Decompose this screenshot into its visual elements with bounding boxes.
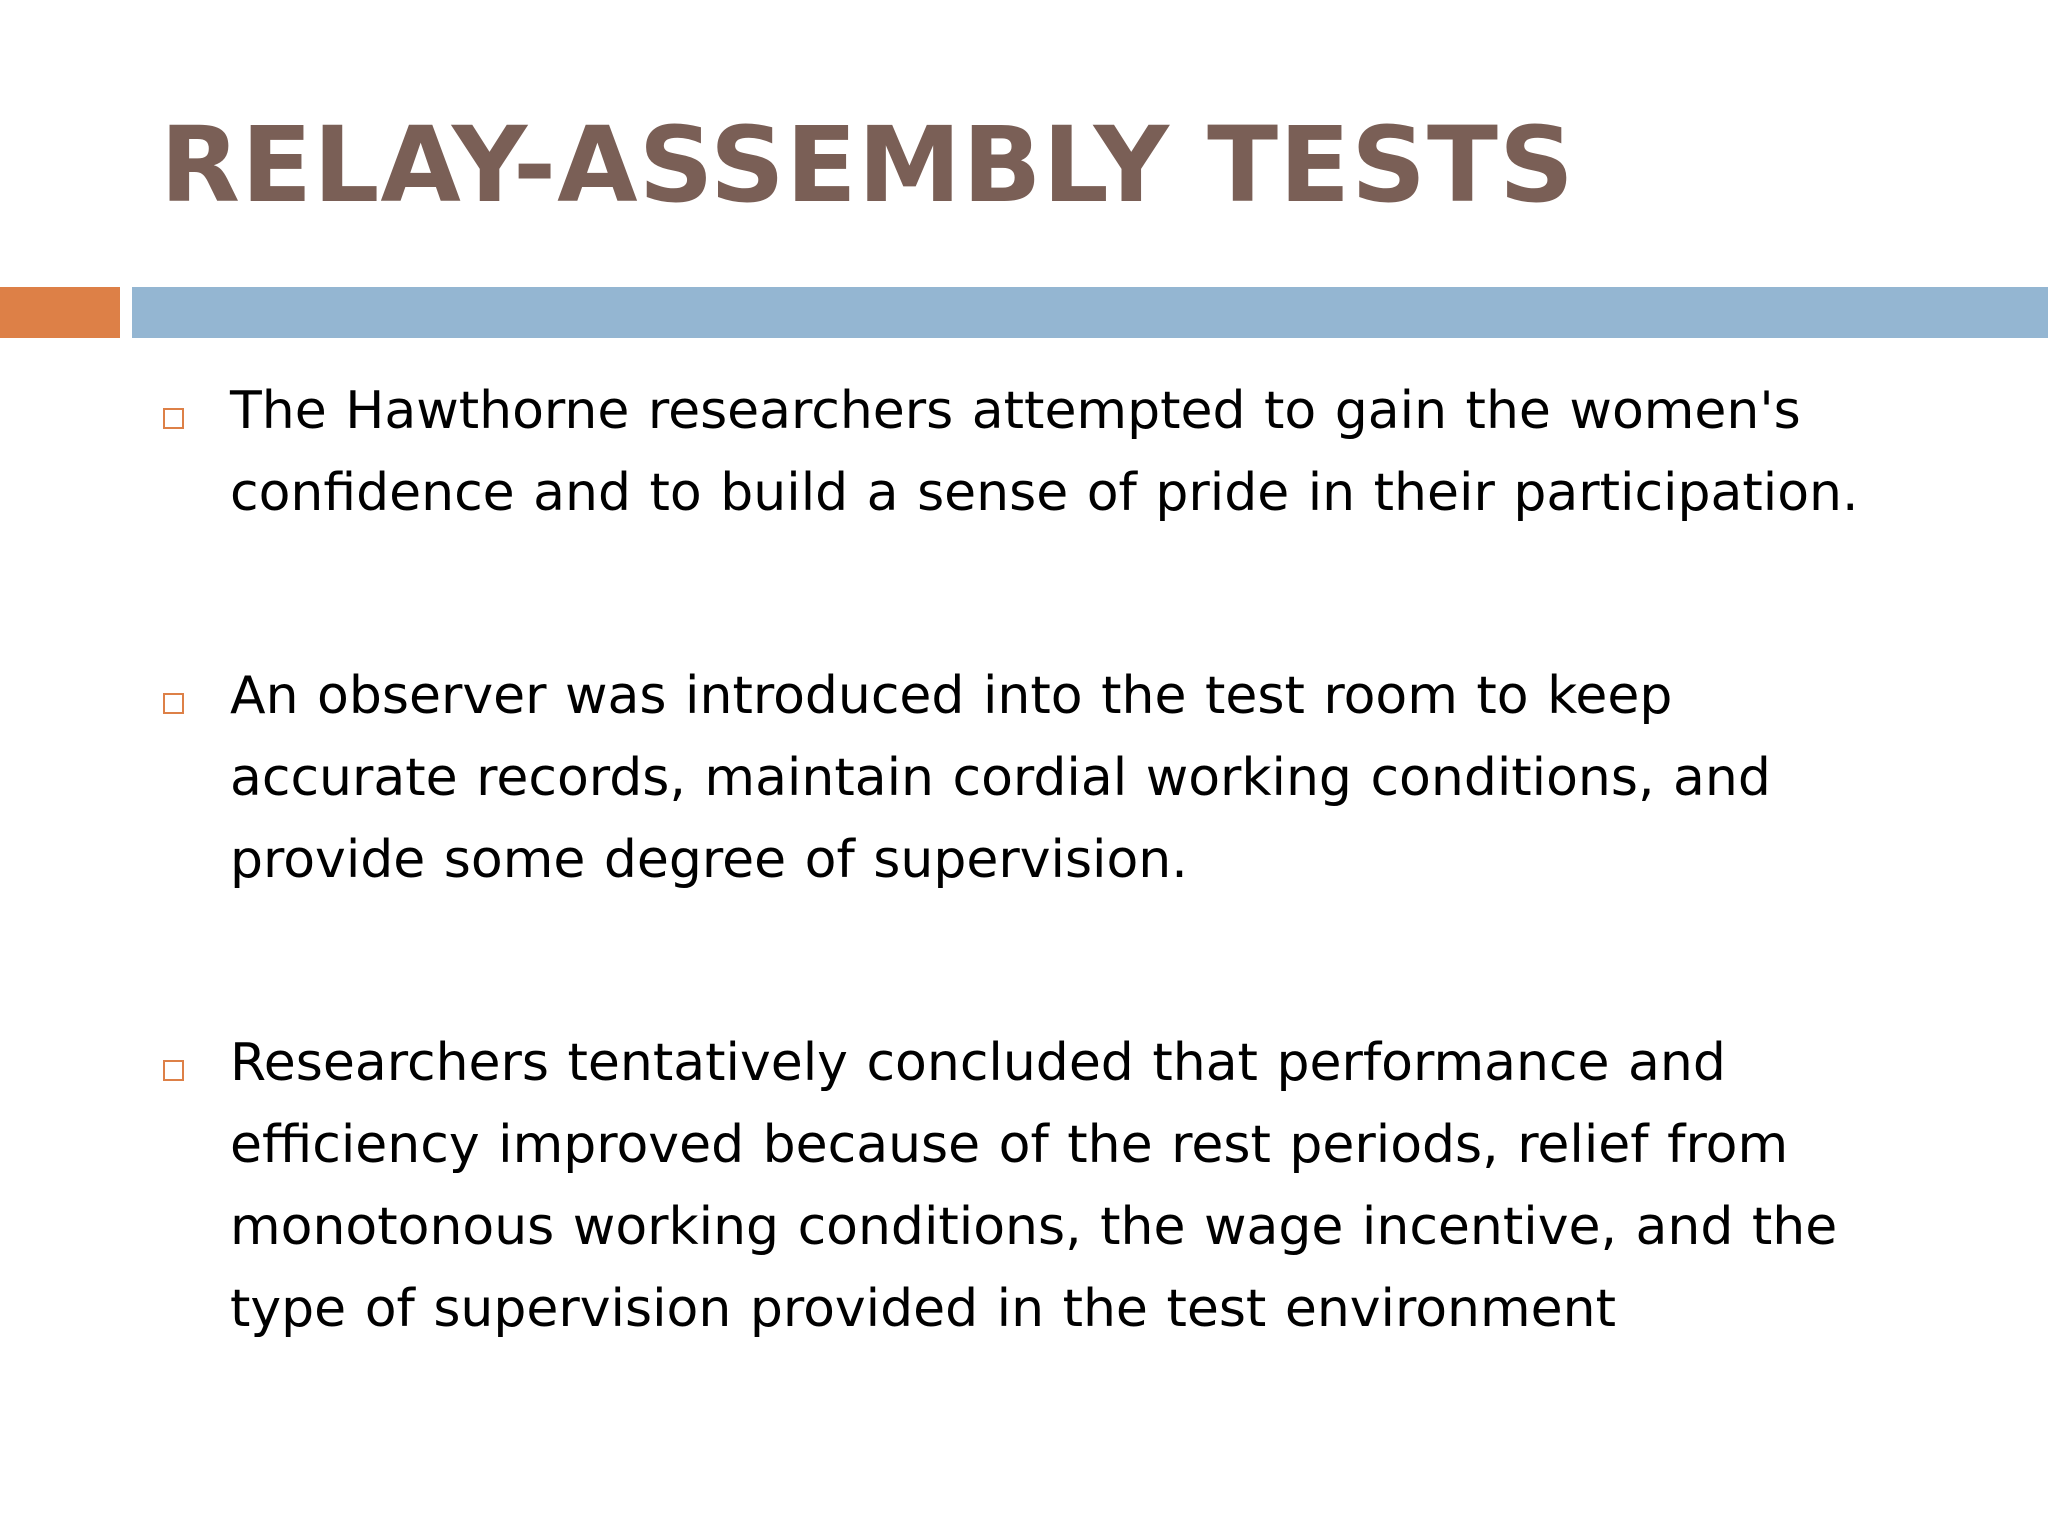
bullet-text (230, 370, 1990, 534)
title-divider-bar (132, 287, 2048, 338)
title-accent-bar (0, 287, 120, 338)
bullet-line: An observer was introduced into the test room to keep (230, 666, 1673, 726)
square-bullet-icon (163, 1060, 184, 1081)
square-bullet-icon (163, 408, 184, 429)
bullet-line: accurate records, maintain cordial working conditions, and (230, 748, 1771, 808)
bullet-line: Researchers tentatively concluded that performance and (230, 1033, 1726, 1093)
bullet-text (230, 1022, 1990, 1350)
bullet-line: type of supervision provided in the test environment (230, 1279, 1617, 1339)
bullet-line: efficiency improved because of the rest periods, relief from (230, 1115, 1789, 1175)
bullet-line: The Hawthorne researchers attempted to gain the women's (230, 381, 1801, 441)
bullet-line: confidence and to build a sense of pride in their participation. (230, 463, 1859, 523)
bullet-line: monotonous working conditions, the wage incentive, and the (230, 1197, 1838, 1257)
slide-title: RELAY-ASSEMBLY TESTS (160, 104, 1575, 226)
bullet-line: provide some degree of supervision. (230, 830, 1188, 890)
square-bullet-icon (163, 693, 184, 714)
bullet-text (230, 655, 1990, 901)
